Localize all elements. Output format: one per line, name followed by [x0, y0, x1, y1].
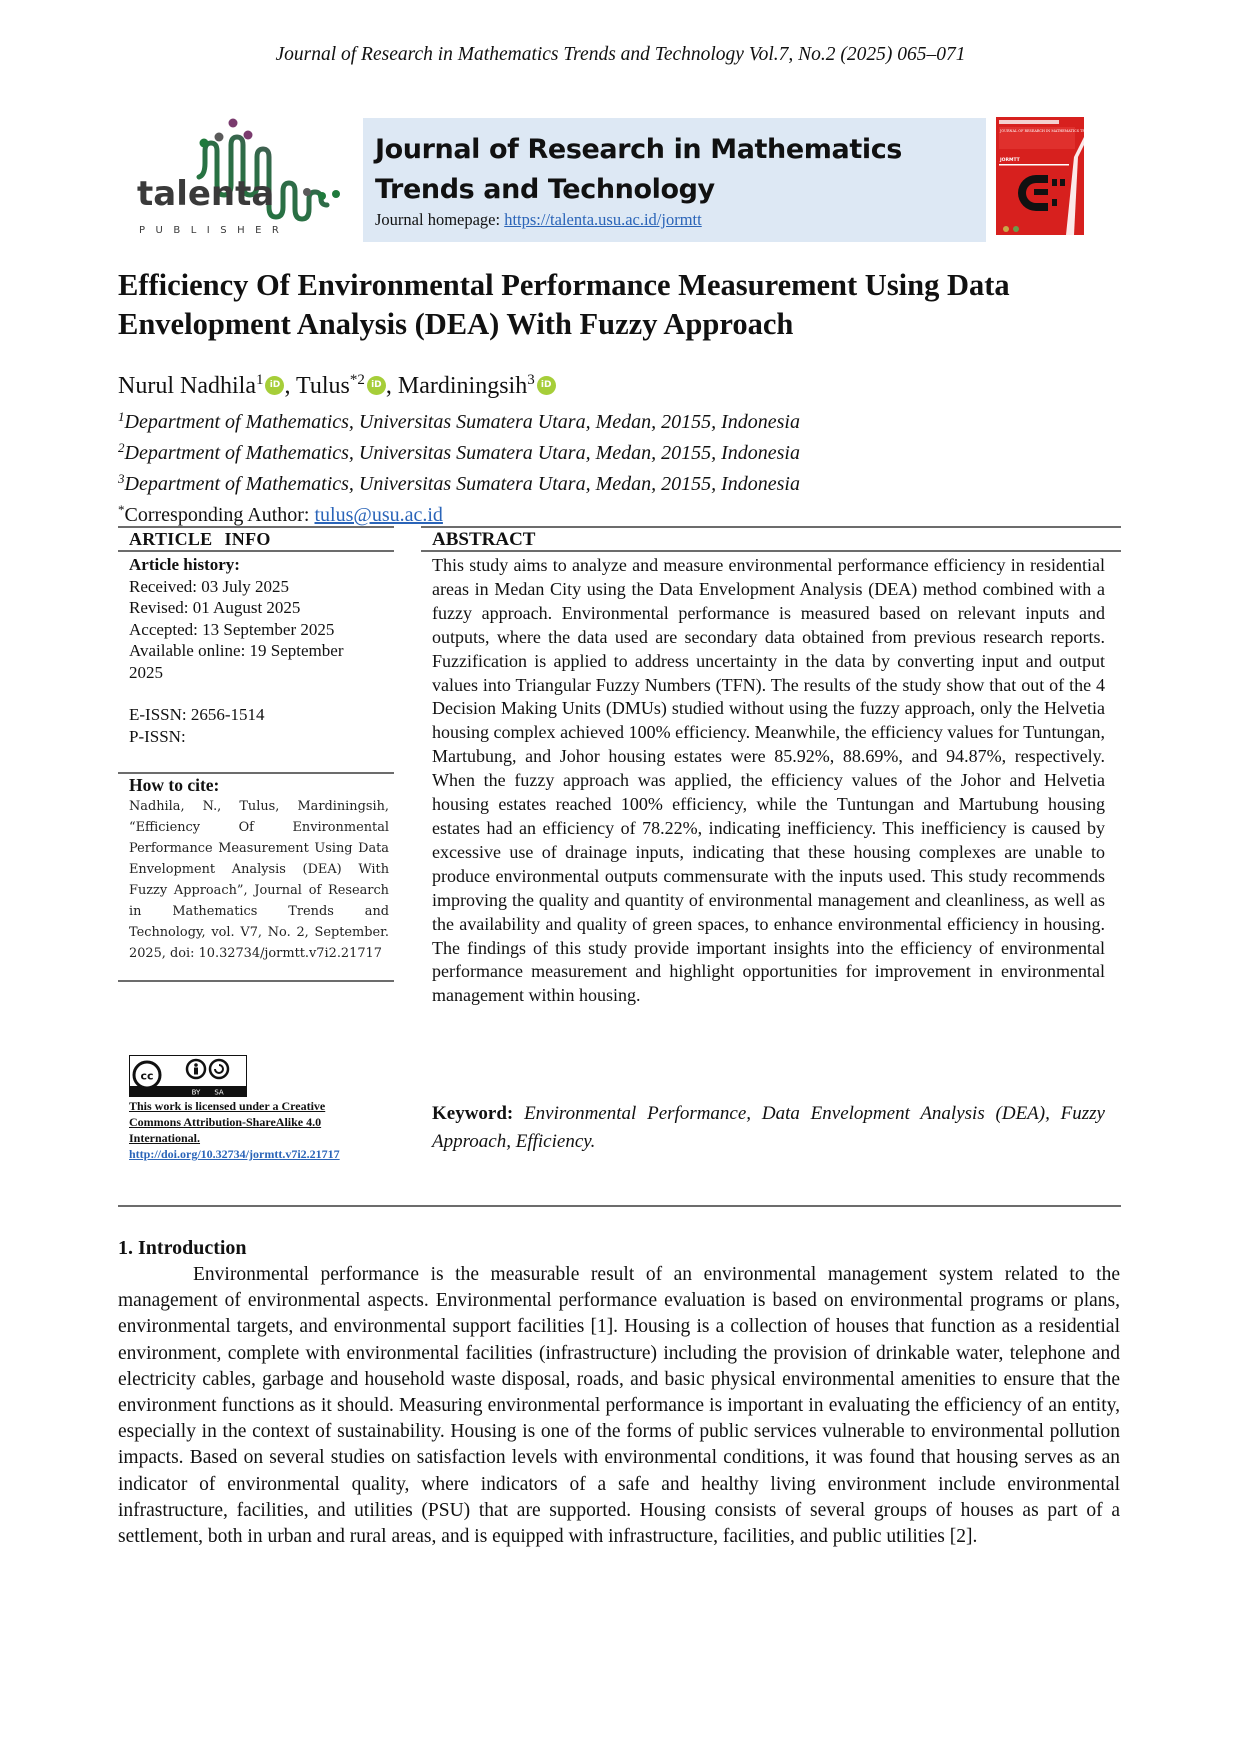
divider [118, 526, 394, 528]
logo-tagline: PUBLISHER [139, 225, 290, 236]
article-history-label: Article history: [129, 555, 240, 574]
eissn: E-ISSN: 2656-1514 [129, 705, 265, 724]
article-history [129, 554, 389, 747]
received-date: Received: 03 July 2025 [129, 576, 290, 596]
divider [118, 772, 394, 774]
cc-by-sa-badge[interactable] [129, 1055, 247, 1097]
sa-icon [210, 1060, 228, 1078]
keywords [432, 1100, 1105, 1156]
doi-link[interactable]: http://doi.org/10.32734/jormtt.v7i2.21717 [129, 1147, 340, 1161]
keyword-label: Keyword: [432, 1103, 514, 1124]
logo-wordmark: talenta [137, 174, 275, 214]
journal-homepage [375, 210, 702, 230]
corresponding-author: *Corresponding Author: tulus@usu.ac.id [118, 502, 443, 526]
accepted-date: Accepted: 13 September 2025 [129, 619, 335, 639]
abstract-text: This study aims to analyze and measure environmental performance efficiency in residential areas in Medan City using the Data Envelopment Analysis (DEA) method combined with a fuzzy approach. Environmental performance is measured based on relevant inputs and outputs, where the data used are secondary data obtained from previous research reports. Fuzzification is applied to address uncertainty in the data by converting input and output values into Triangular Fuzzy Numbers (TFN). The results of the study show that out of the 4 Decision Making Units (DMUs) studied without using the fuzzy approach, only the Helvetia housing complex achieved 100% efficiency. Meanwhile, the efficiency values for Tuntungan, Martubung, and Johor housing estates were 85.92%, 88.69%, and 94.87%, respectively. When the fuzzy approach was applied, the efficiency values of the Johor and Helvetia housing estates reached 100% efficiency, while the Tuntungan and Martubung housing estates had an efficiency of 78.22%, indicating inefficiency. This inefficiency is caused by excessive use of drainage inputs, indicating that these housing complexes are unable to produce environmental outputs commensurate with the inputs used. This study recommends improving the quality and quantity of environmental management and cleanliness, as well as the availability and quality of green spaces, to enhance environmental efficiency in housing. The findings of this study provide important insights into the efficiency of environmental performance measurement and highlight opportunities for improvement in environmental management within housing. [432, 555, 1105, 1006]
affiliation: $^2$Department of Mathematics, Universitas Sumatera Utara, Medan, 20155, Indonesia [118, 440, 800, 464]
license-text[interactable]: This work is licensed under a Creative Commons Attribution-ShareAlike 4.0 International. [129, 1099, 326, 1145]
author: Tulus$^{*2}$ iD , [296, 372, 398, 399]
keyword-list: Environmental Performance, Data Envelopment Analysis (DEA), Fuzzy Approach, Efficiency. [432, 1103, 1105, 1152]
how-to-cite [129, 775, 389, 964]
revised-date: Revised: 01 August 2025 [129, 598, 301, 617]
orcid-icon[interactable]: iD [367, 376, 386, 395]
abstract-heading: ABSTRACT [432, 529, 536, 550]
affiliation: $^3$Department of Mathematics, Universitas Sumatera Utara, Medan, 20155, Indonesia [118, 471, 800, 495]
section-divider [118, 1205, 1121, 1207]
divider [118, 550, 394, 552]
author: Nurul Nadhila$^1$ iD , [118, 372, 297, 399]
cover-title: JOURNAL OF RESEARCH IN MATHEMATICS TRENDS AND TECHNOLOGY [1000, 129, 1132, 133]
citation-text: Nadhila, N., Tulus, Mardiningsih, “Efficiency Of Environmental Performance Measurement Using Data Envelopment Analysis (DEA) With Fuzzy Approach”, Journal of Research in Mathematics Trends and Technology, vol. V7, No. 2, September. 2025, doi: 10.32734/jormtt.v7i2.21717 [129, 799, 389, 961]
sa-label: SA [214, 1088, 224, 1097]
article-info-heading: ARTICLE INFO [129, 529, 271, 549]
section-heading-introduction: 1. Introduction [118, 1237, 247, 1259]
orcid-icon[interactable]: iD [537, 376, 556, 395]
introduction-text: Environmental performance is the measurable result of an environmental management system related to the management of environmental aspects. Environmental performance evaluation is based on environmental programs or plans, environmental targets, and environmental support facilities [1]. Housing is a collection of houses that function as a residential environment, complete with environmental facilities (infrastructure) including the provision of drinkable water, telephone and electricity cables, garbage and household waste disposal, roads, and basic physical environmental amenities to ensure that the environment functions as it should. Measuring environmental performance is important in evaluating the efficiency of an entity, especially in the context of sustainability. Housing is one of the forms of public services vulnerable to environmental pollution impacts. Based on several studies on satisfaction levels with environmental conditions, it was found that housing serves as an indicator of environmental quality, where indicators of a safe and healthy living environment include environmental infrastructure, facilities, and utilities (PSU) that are supported. Housing consists of several groups of houses as part of a settlement, both in urban and rural areas, and is equipped with infrastructure, facilities, and public utilities [2]. [118, 1264, 1120, 1548]
affiliations [118, 404, 800, 528]
author-list [118, 372, 556, 400]
journal-title: Journal of Research in Mathematics Trends and Technology [375, 134, 902, 205]
homepage-link[interactable]: https://talenta.usu.ac.id/jormtt [504, 210, 702, 229]
by-label: BY [191, 1088, 201, 1097]
journal-cover-image [996, 117, 1132, 243]
divider [118, 980, 394, 982]
running-header: Journal of Research in Mathematics Trends and Technology Vol.7, No.2 (2025) 065–071 [275, 44, 966, 65]
divider [421, 526, 1121, 528]
how-to-cite-label: How to cite: [129, 775, 220, 795]
author: Mardiningsih$^3$ iD [398, 373, 556, 399]
paper-title: Efficiency Of Environmental Performance Measurement Using Data Envelopment Analysis (DEA) With Fuzzy Approach [118, 268, 1010, 341]
license-notice [129, 1098, 389, 1162]
homepage-label: Journal homepage: [375, 210, 501, 229]
cover-abbrev: JORMTT [1000, 158, 1020, 163]
journal-banner [363, 118, 986, 242]
svg-text:cc: cc [140, 1069, 154, 1083]
orcid-icon[interactable]: iD [265, 376, 284, 395]
talenta-publisher-logo [137, 115, 357, 240]
available-date: Available online: 19 September 2025 [129, 641, 344, 682]
affiliation: $^1$Department of Mathematics, Universitas Sumatera Utara, Medan, 20155, Indonesia [118, 409, 800, 433]
corresponding-email-link[interactable]: tulus@usu.ac.id [314, 504, 443, 526]
pissn: P-ISSN: [129, 726, 186, 746]
